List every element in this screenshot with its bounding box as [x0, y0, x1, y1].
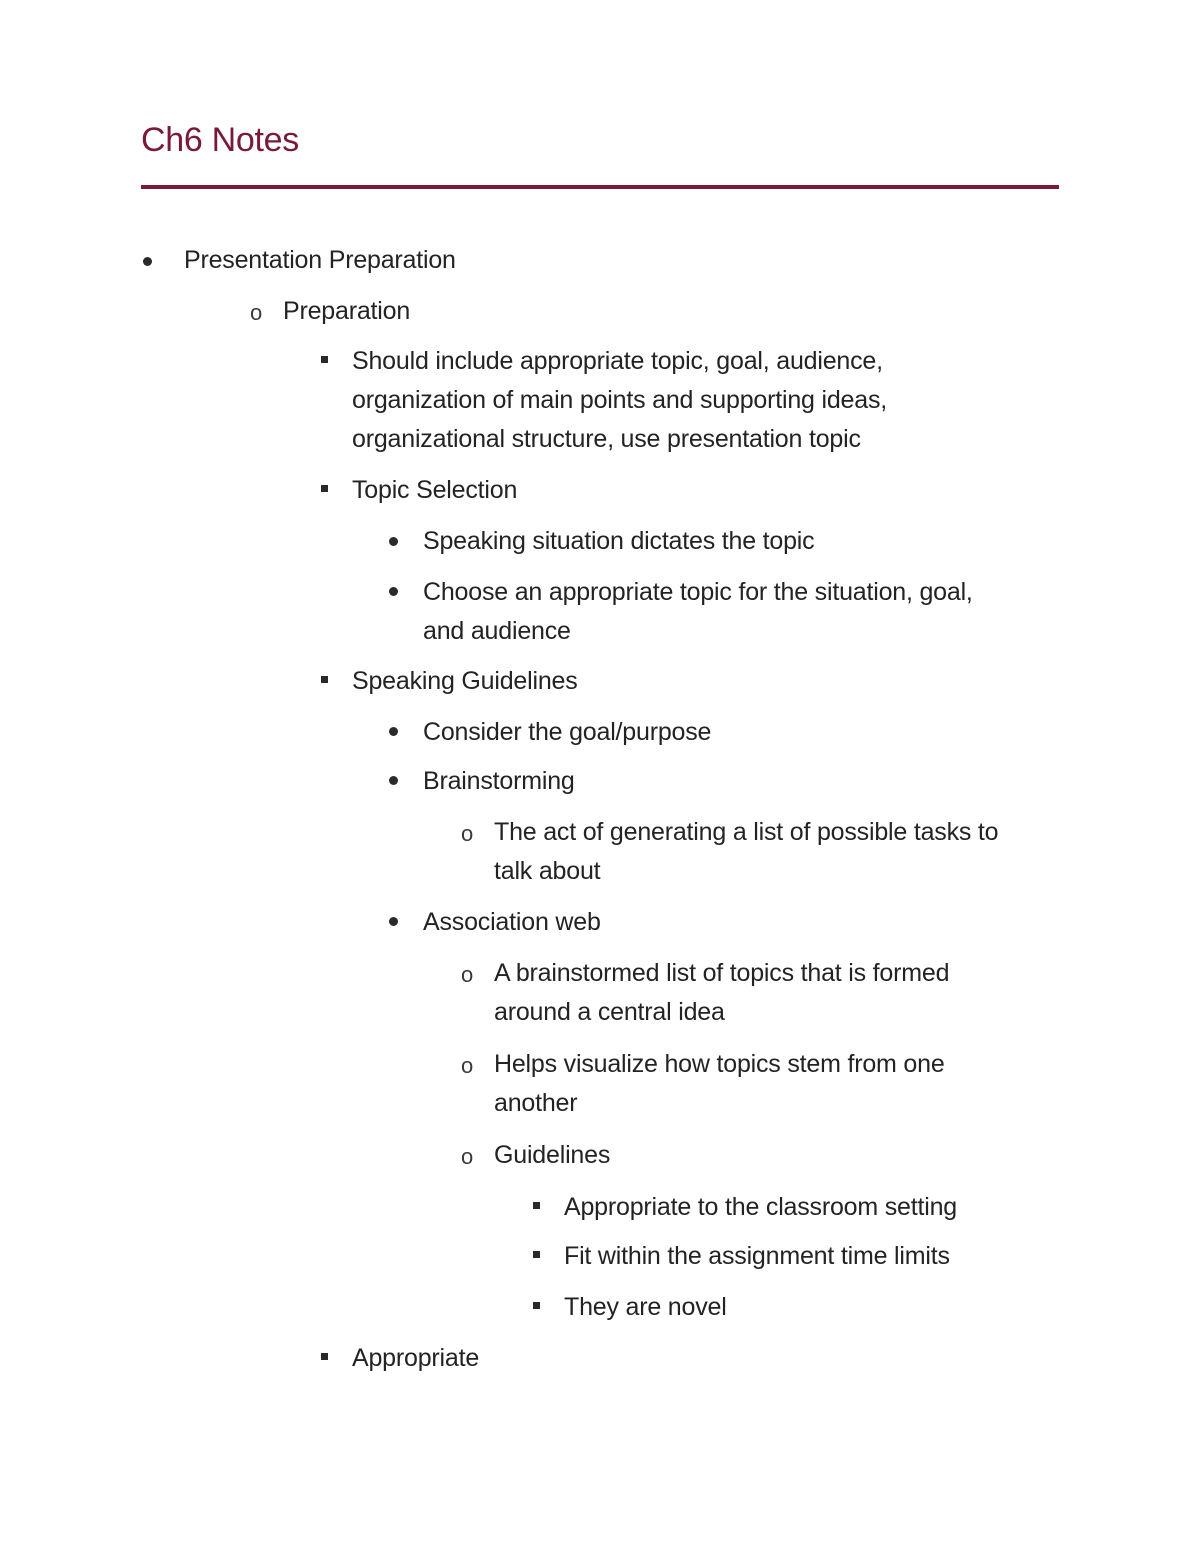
outline-item — [423, 573, 973, 651]
outline-item — [494, 954, 949, 1032]
outline-item — [494, 813, 998, 891]
outline-item-line: Helps visualize how topics stem from one — [494, 1050, 945, 1078]
bullet-circle-icon — [461, 1062, 472, 1075]
outline-item: Brainstorming — [423, 767, 575, 795]
bullet-disc-icon — [389, 917, 398, 926]
bullet-circle-icon — [461, 1153, 472, 1166]
outline-item-line: around a central idea — [494, 998, 725, 1026]
outline-item-line: organization of main points and supporting ideas, — [352, 386, 887, 414]
bullet-square-icon — [321, 356, 328, 363]
outline-item-line: Should include appropriate topic, goal, audience, — [352, 347, 883, 375]
outline-item-line: The act of generating a list of possible tasks to — [494, 818, 999, 846]
outline-item — [494, 1045, 945, 1123]
outline-item: Appropriate to the classroom setting — [564, 1193, 958, 1221]
bullet-square-icon — [533, 1302, 540, 1309]
title-divider — [141, 185, 1059, 189]
bullet-disc-icon — [389, 587, 398, 596]
outline-item: Speaking situation dictates the topic — [423, 527, 815, 555]
outline-item-line: talk about — [494, 857, 601, 885]
outline-item: They are novel — [564, 1293, 727, 1321]
outline-item: Topic Selection — [352, 476, 518, 504]
page-title: Ch6 Notes — [141, 121, 299, 159]
outline-item: Presentation Preparation — [184, 246, 456, 274]
outline-item: Fit within the assignment time limits — [564, 1242, 950, 1270]
outline-item-line: another — [494, 1089, 578, 1117]
bullet-square-icon — [533, 1202, 540, 1209]
outline-item: Guidelines — [494, 1141, 611, 1169]
outline-item: Speaking Guidelines — [352, 667, 578, 695]
bullet-disc-icon — [389, 776, 398, 785]
outline-item: Preparation — [283, 297, 411, 325]
bullet-disc-icon — [389, 537, 398, 546]
bullet-circle-icon — [461, 971, 472, 984]
bullet-disc-icon — [389, 727, 398, 736]
outline-item: Appropriate — [352, 1344, 480, 1372]
outline-item: Consider the goal/purpose — [423, 718, 712, 746]
bullet-circle-icon — [250, 309, 261, 322]
outline-item — [352, 342, 887, 459]
bullet-disc-icon — [143, 257, 152, 266]
outline-item-line: organizational structure, use presentation topic — [352, 425, 861, 453]
outline-item-line: and audience — [423, 617, 571, 645]
bullet-square-icon — [321, 1353, 328, 1360]
bullet-square-icon — [533, 1251, 540, 1258]
outline-item-line: Choose an appropriate topic for the situation, goal, — [423, 578, 973, 606]
bullet-circle-icon — [461, 830, 472, 843]
outline-item-line: A brainstormed list of topics that is formed — [494, 959, 950, 987]
outline-item: Association web — [423, 908, 601, 936]
bullet-square-icon — [321, 485, 328, 492]
bullet-square-icon — [321, 676, 328, 683]
